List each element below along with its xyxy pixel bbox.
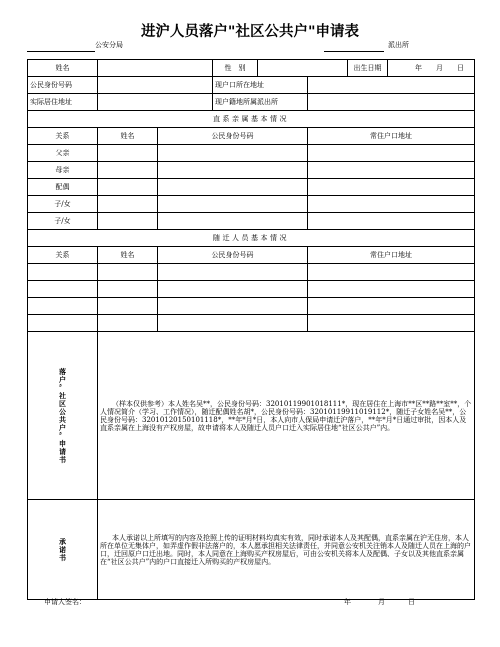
- accompanying-columns: [28, 247, 475, 264]
- name-label: 姓名: [28, 60, 98, 77]
- column-header: 关系: [28, 247, 98, 264]
- application-form-table: [27, 59, 475, 600]
- police-station-field[interactable]: [324, 43, 384, 52]
- commitment-label: [28, 500, 98, 600]
- table-row: [28, 179, 475, 196]
- accompanying-header-row: [28, 230, 475, 247]
- address-cell[interactable]: [308, 281, 475, 298]
- police-branch-line: [27, 38, 123, 52]
- address-cell[interactable]: [308, 162, 475, 179]
- police-branch-field[interactable]: [27, 43, 95, 52]
- vertical-char: 申: [59, 439, 66, 448]
- vertical-char: 书: [59, 553, 66, 562]
- name-cell[interactable]: [98, 298, 158, 315]
- name-cell[interactable]: [98, 213, 158, 230]
- direct-relatives-columns: [28, 128, 475, 145]
- hukou-location-field[interactable]: [308, 77, 475, 94]
- vertical-char: 〞: [59, 431, 66, 440]
- relation-cell: 父亲: [28, 145, 98, 162]
- id-cell[interactable]: [158, 298, 308, 315]
- name-cell[interactable]: [98, 196, 158, 213]
- vertical-char: 社: [59, 391, 66, 400]
- application-vertical-text: [30, 368, 95, 464]
- vertical-char: 承: [59, 537, 66, 546]
- id-cell[interactable]: [158, 264, 308, 281]
- police-branch-label: 公安分局: [95, 41, 123, 49]
- relation-cell: 子/女: [28, 196, 98, 213]
- applicant-row-2: [28, 77, 475, 94]
- address-cell[interactable]: [308, 179, 475, 196]
- vertical-char: 公: [59, 407, 66, 416]
- relation-cell: 子/女: [28, 213, 98, 230]
- id-label: 公民身份号码: [28, 77, 98, 94]
- address-cell[interactable]: [308, 298, 475, 315]
- hukou-station-field[interactable]: [308, 94, 475, 111]
- address-cell[interactable]: [308, 264, 475, 281]
- address-cell[interactable]: [308, 213, 475, 230]
- id-cell[interactable]: [158, 145, 308, 162]
- relation-cell: 母亲: [28, 162, 98, 179]
- hukou-location-label: 现户口所在地址: [213, 77, 308, 94]
- birth-date-field[interactable]: 年 月 日: [388, 60, 475, 77]
- gender-label: 性 别: [213, 60, 258, 77]
- vertical-char: 落: [59, 367, 66, 376]
- accompanying-title: 随迁人员基本情况: [28, 230, 475, 247]
- column-header: 姓名: [98, 247, 158, 264]
- footer-day: 日: [408, 598, 415, 606]
- footer-month: 月: [378, 598, 385, 606]
- direct-relatives-header-row: [28, 111, 475, 128]
- gender-field[interactable]: [258, 60, 348, 77]
- footer-year: 年: [344, 598, 351, 606]
- table-row: [28, 196, 475, 213]
- applicant-row-1: [28, 60, 475, 77]
- name-cell[interactable]: [98, 264, 158, 281]
- residence-field[interactable]: [98, 94, 213, 111]
- commitment-row: [28, 500, 475, 600]
- id-field[interactable]: [98, 77, 213, 94]
- relation-cell[interactable]: [28, 281, 98, 298]
- column-header: 关系: [28, 128, 98, 145]
- signature-field[interactable]: [110, 597, 290, 607]
- table-row: [28, 315, 475, 332]
- commitment-text: 本人承诺以上所填写的内容及抢照上传的证明材料均真实有效，同时承诺本人及其配偶，直系亲属在沪无住房，本人所在单位无集体户，如弄虚作假非法落户的，本人愿承担相关法律责任，并同意公安机关注销本人及随迁人员在上海的户口，迁回原户口迁出地。同时，本人同意在上海购买产权房屋后，可由公安机关将本人及配偶、子女以及其他直系亲属在“社区公共户”内的户口直接迁入所购买的产权房屋内。: [98, 500, 475, 600]
- relation-cell[interactable]: [28, 264, 98, 281]
- vertical-char: 诺: [59, 545, 66, 554]
- residence-label: 实际居住地址: [28, 94, 98, 111]
- table-row: [28, 264, 475, 281]
- name-cell[interactable]: [98, 281, 158, 298]
- vertical-char: 区: [59, 399, 66, 408]
- application-label: [28, 332, 98, 500]
- police-station-label: 派出所: [388, 41, 409, 49]
- relation-cell: 配偶: [28, 179, 98, 196]
- application-row: [28, 332, 475, 500]
- id-cell[interactable]: [158, 315, 308, 332]
- signature-label: 申请人签名：: [44, 598, 86, 606]
- column-header: 常住户口地址: [308, 247, 475, 264]
- application-text[interactable]: （样本仅供参考）本人姓名吴**，公民身份号码：320101199010181​11*，现在居住在上海市**区**路**室**，个人情况简介（学习、工作情况），随迁配偶姓名胡*，公民身份号码：320101199110191​12*，随迁子女姓名吴**，公民身份号码：320101201501011​18*，**年*月*日，本人向市人保局申请迁沪落户，**年*月*日通过审批，因本人及直系亲属在上海没有产权房屋，故申请将本人及随迁人员户口迁入实际居住地“社区公共户”内。: [98, 332, 475, 500]
- address-cell[interactable]: [308, 315, 475, 332]
- vertical-char: 请: [59, 447, 66, 456]
- name-cell[interactable]: [98, 145, 158, 162]
- column-header: 公民身份号码: [158, 247, 308, 264]
- vertical-char: 书: [59, 455, 66, 464]
- police-station-line: [324, 38, 409, 52]
- table-row: [28, 281, 475, 298]
- column-header: 常住户口地址: [308, 128, 475, 145]
- hukou-station-label: 现户籍地所属派出所: [213, 94, 308, 111]
- table-row: [28, 213, 475, 230]
- name-cell[interactable]: [98, 162, 158, 179]
- address-cell[interactable]: [308, 145, 475, 162]
- vertical-char: 〞: [59, 383, 66, 392]
- table-row: [28, 145, 475, 162]
- column-header: 姓名: [98, 128, 158, 145]
- birth-label: 出生日期: [348, 60, 388, 77]
- name-cell[interactable]: [98, 179, 158, 196]
- applicant-row-3: [28, 94, 475, 111]
- relation-cell[interactable]: [28, 298, 98, 315]
- column-header: 公民身份号码: [158, 128, 308, 145]
- vertical-char: 户: [59, 375, 66, 384]
- name-field[interactable]: [98, 60, 213, 77]
- id-cell[interactable]: [158, 281, 308, 298]
- address-cell[interactable]: [308, 196, 475, 213]
- table-row: [28, 162, 475, 179]
- id-cell[interactable]: [158, 162, 308, 179]
- id-cell[interactable]: [158, 196, 308, 213]
- vertical-char: 户: [59, 423, 66, 432]
- name-cell[interactable]: [98, 315, 158, 332]
- vertical-char: 共: [59, 415, 66, 424]
- id-cell[interactable]: [158, 213, 308, 230]
- id-cell[interactable]: [158, 179, 308, 196]
- table-row: [28, 298, 475, 315]
- form-title: 进沪人员落户"社区公共户"申请表: [140, 24, 360, 40]
- direct-relatives-title: 直系亲属基本情况: [28, 111, 475, 128]
- relation-cell[interactable]: [28, 315, 98, 332]
